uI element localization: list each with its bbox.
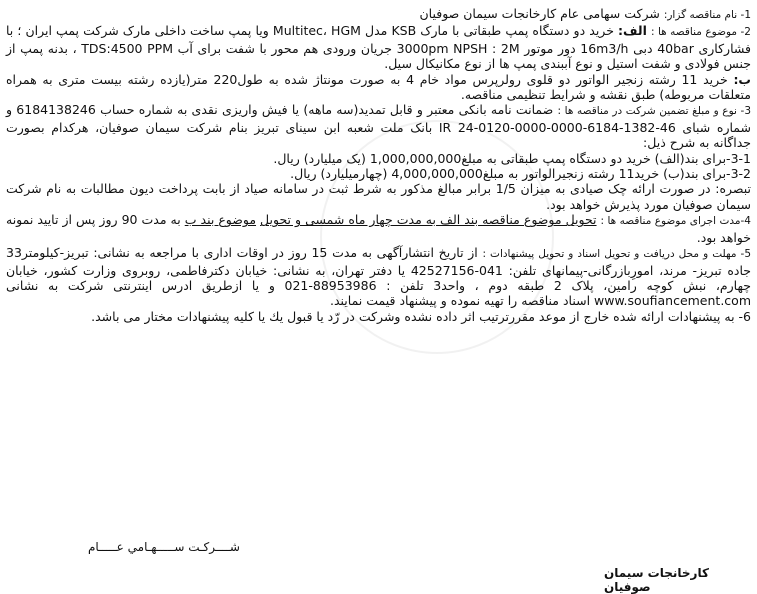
item-1-label: 1- نام مناقصه گزار: — [663, 9, 751, 21]
item-2-subject — [6, 23, 751, 71]
item-3-guarantee — [6, 102, 751, 150]
item-3-2: 3-2-برای بند(ب) خرید11 رشته زنجیرالواتور به مبلغ4,000,000,000 (چهارمیلیارد) ریال. — [290, 166, 751, 182]
item-5-label: 5- مهلت و محل دریافت و تحویل اسناد و تحویل پیشنهادات : — [482, 248, 751, 261]
item-2-label: 2- موضوع مناقصه ها : — [650, 26, 751, 39]
item-2-alef-text: خرید دو دستگاه پمپ طبقاتی با مارک KSB مدل Multitec، HGM ویا پمپ ساخت داخلی مارک شرکت پمپ ایران ؛ با فشارکاری 40bar دبی 16m3/h دور موتور 3000pm NPSH : 2M جریان ورودی هم محور با شفت برای آب TDS:4500 PPM ، بدنه پمپ از جنس فولادی و شفت استیل و نوع آببندی پمپ ها از نوع مکانیکال سیل. — [6, 23, 752, 72]
signature-factory: کارخانجات سیمان صوفیان — [604, 566, 709, 594]
item-1-value: شرکت سهامی عام کارخانجات سیمان صوفیان — [419, 6, 660, 21]
item-6-terms: 6- به پیشنهادات ارائه شده خارج از موعد مقررترتیب اثر داده نشده وشرکت در رّد یا قبول یك یا کلیه پیشنهادات مختار می باشد. — [91, 308, 751, 324]
item-4-text-c: به مدت 90 روز پس از تایید نمونه خواهد بود. — [6, 212, 751, 245]
item-5-documents — [6, 245, 751, 309]
item-3-note: تبصره: در صورت ارائه چک صیادی به میزان 1/5 برابر مبالغ مذکور به شرط ثبت در سامانه صیاد از بابت پرداخت دیون مطالبات به نام شرکت سیمان صوفیان مورد پذیرش خواهد بود. — [6, 181, 751, 212]
item-2-be-text: خرید 11 رشته زنجیر الواتور دو قلوی رولرپرس مواد خام 4 به صورت مونتاژ شده به طول220 متر(یازده رشته بیست متری به همراه متعلقات مربوطه) طبق نقشه و شرایط تنظیمی مناقصه. — [6, 71, 751, 103]
item-5-text: از تاریخ انتشارآگهی به مدت 15 روز در اوقات اداری با مراجعه به نشانی: تبریز-کیلومتر33 جاده تبریز- مرند، امورِبازرگانی-پیمانهای تلفن: 041-42527156 یا دفتر تهران، به نشانی: خیابان دکترفاطمی، روبروی وزارت کشور، خیابان چهارم، نبش کوچه رامین، پلاک 2 طبقه دوم ، واحد3 تلفن : 88953986-021 و یا ازطریق ادرس اینترنتی شرکت به نشانی www.soufiancement.com اسناد مناقصه را تهیه نموده و پیشنهاد قیمت نمایند. — [6, 245, 752, 309]
item-2-be-label: ب: — [733, 71, 751, 87]
item-4-label: 4-مدت اجرای موضوع مناقصه ها : — [600, 215, 751, 228]
tender-announcement-body — [6, 6, 751, 324]
item-4-duration — [6, 212, 751, 245]
signature-company: شــــرکـت ســـــهـامي عـــــام — [88, 540, 240, 554]
item-3-text: ضمانت نامه بانکی معتبر و قابل تمدید(سه ماهه) یا فیش واریزی نقدی به شماره حساب 6184138246 و شماره شبای IR 24-0120-0000-0000-6184-1382-46 بانک ملت شعبه ابن سینای تبریز بنام شرکت سیمان صوفیان، هرکدام بصورت جداگانه به شرح ذیل: — [6, 102, 751, 151]
item-2-be — [6, 72, 751, 103]
item-1-tenderer — [6, 6, 751, 23]
item-4-text-b: موضوع بند ب — [184, 212, 257, 228]
item-4-text-a: تحویل موضوع مناقصه بند الف به مدت چهار ماه شمسی و تحویل — [260, 212, 597, 228]
item-2-alef-label: الف: — [618, 23, 647, 39]
item-3-1: 3-1-برای بند(الف) خرید دو دستگاه پمپ طبقاتی به مبلغ1,000,000,000 (یک میلیارد) ریال. — [273, 150, 751, 166]
item-3-label: 3- نوع و مبلغ تضمین شرکت در مناقصه ها : — [557, 105, 752, 118]
